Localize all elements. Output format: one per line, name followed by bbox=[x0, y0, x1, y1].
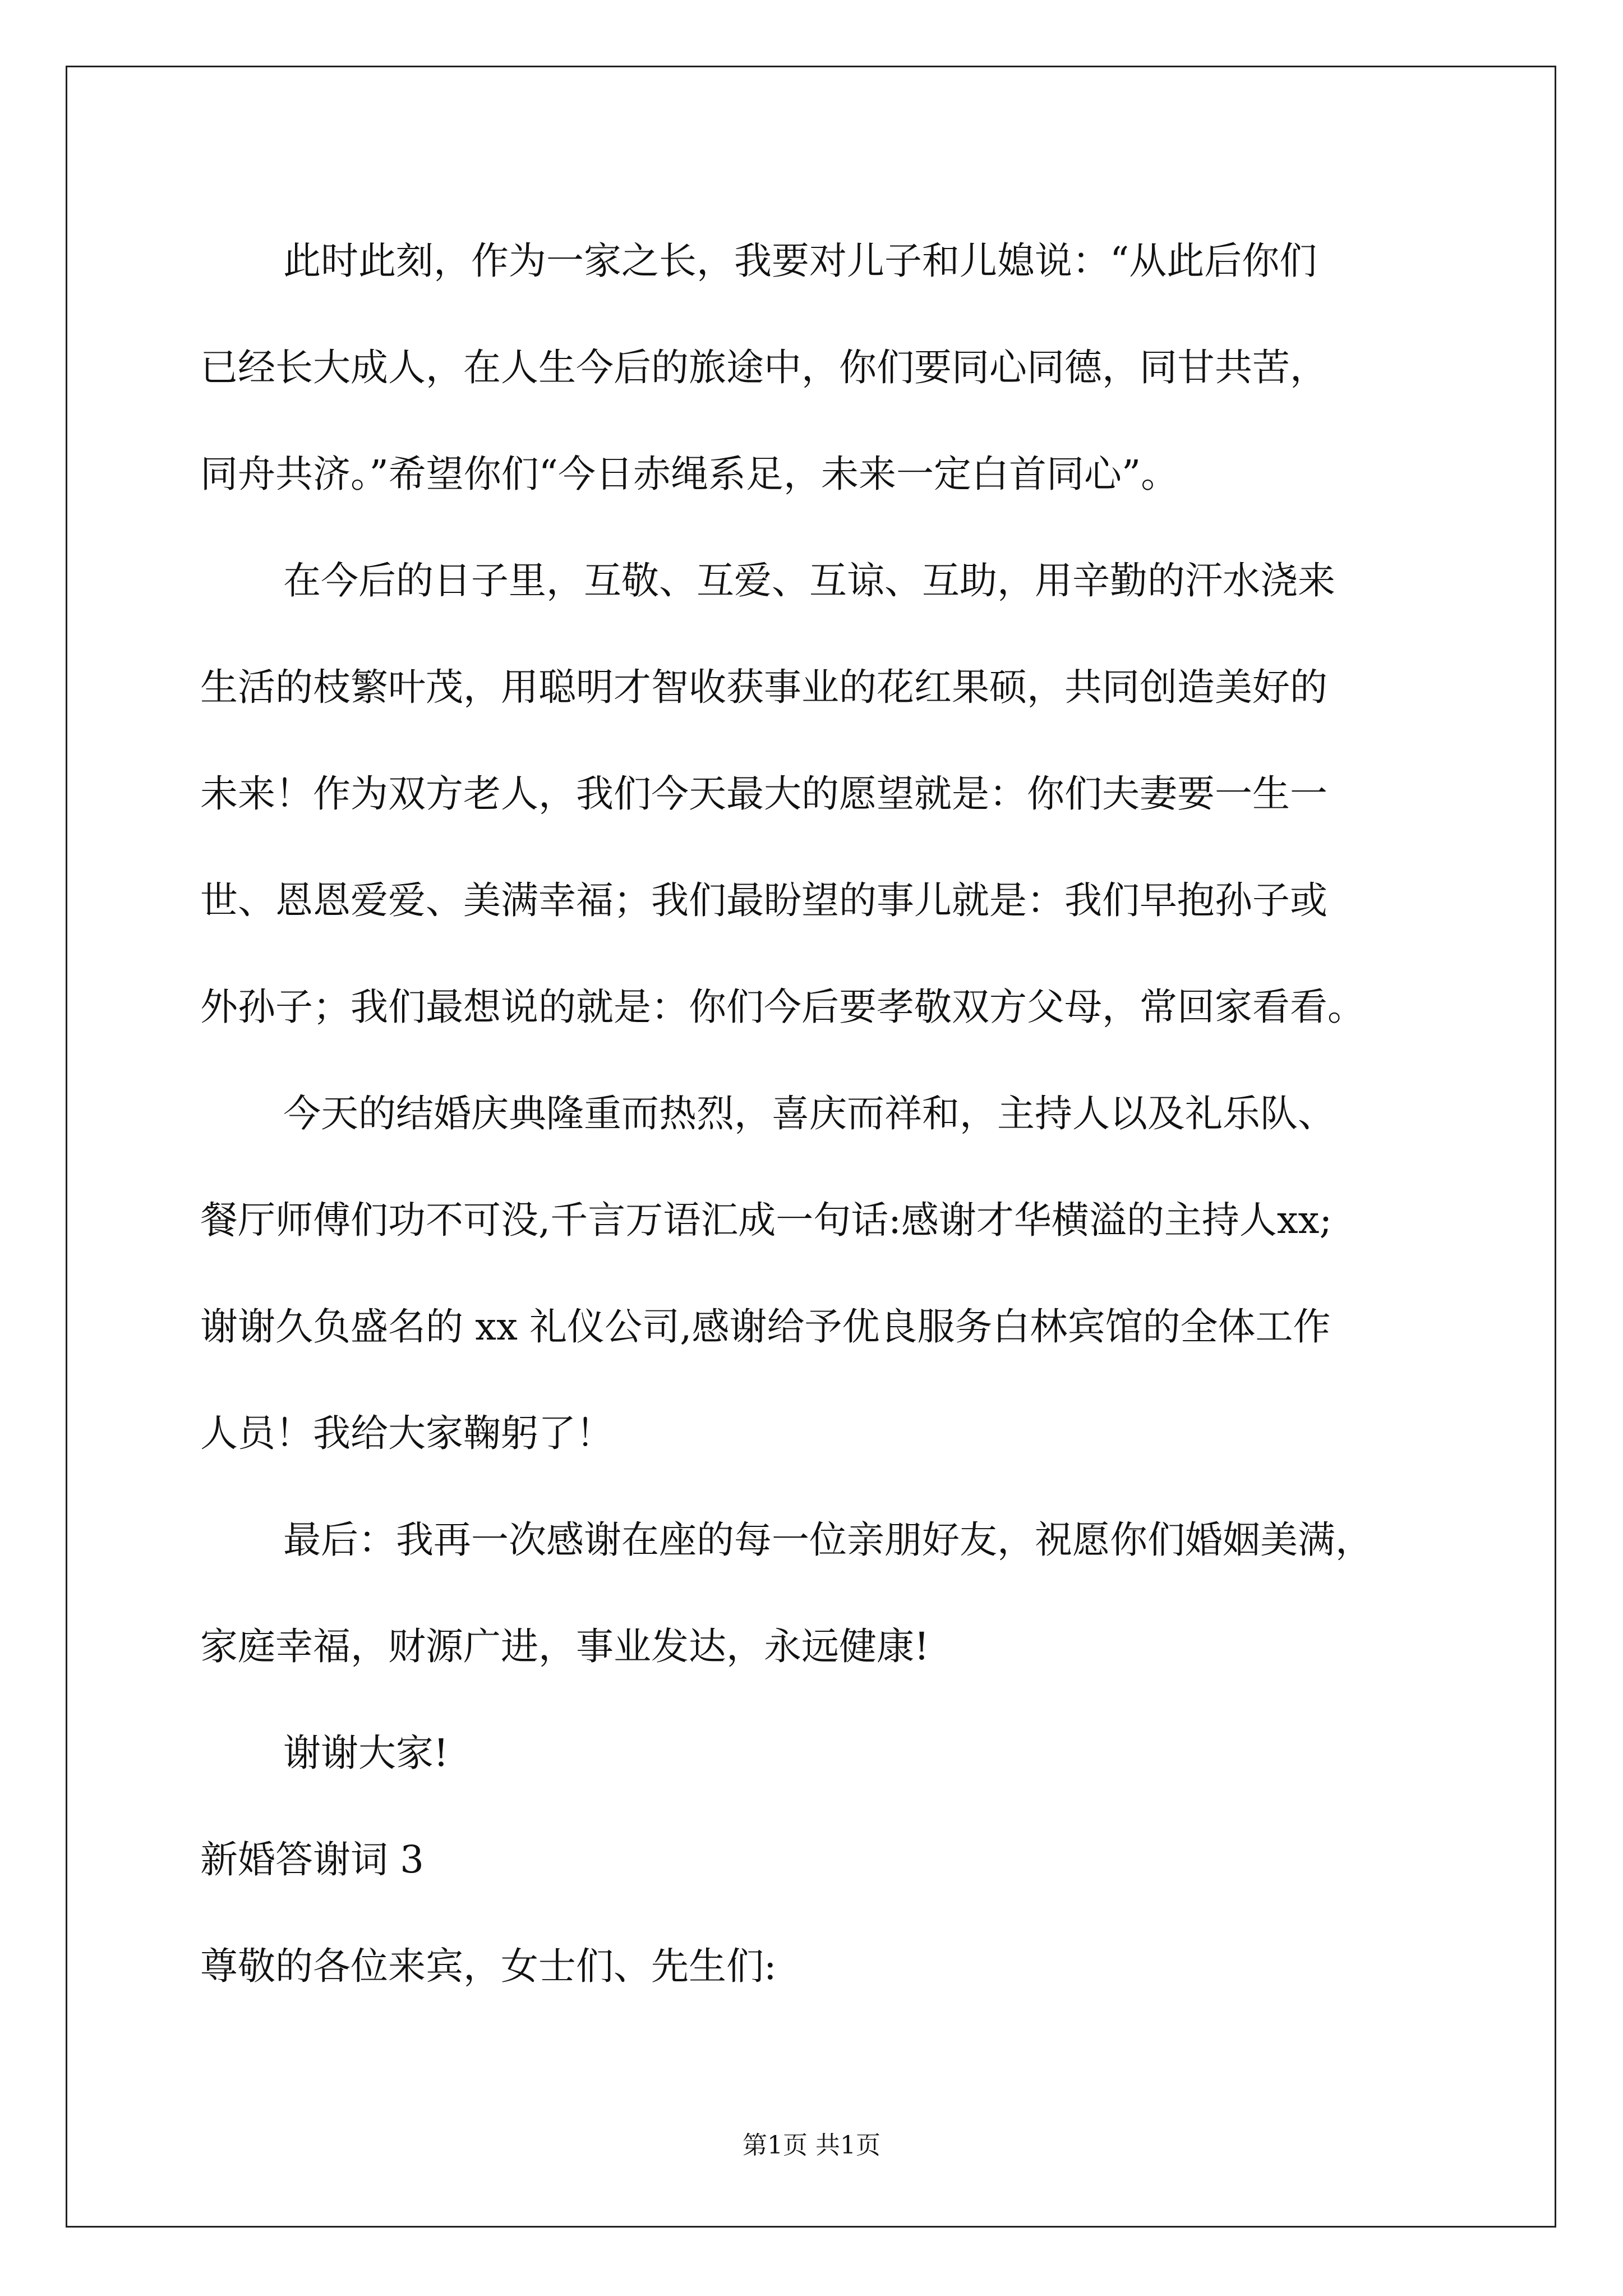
text-line: 谢谢久负盛名的 xx 礼仪公司,感谢给予优良服务白林宾馆的全体工作 bbox=[200, 1305, 1331, 1349]
document-body bbox=[200, 208, 1440, 2019]
text-line: 今天的结婚庆典隆重而热烈，喜庆而祥和，主持人以及礼乐队、 bbox=[283, 1092, 1335, 1135]
text-line: 未来！作为双方老人，我们今天最大的愿望就是：你们夫妻要一生一 bbox=[200, 772, 1327, 816]
text-line: 餐厅师傅们功不可没,千言万语汇成一句话:感谢才华横溢的主持人xx; bbox=[200, 1198, 1332, 1242]
section-heading: 新婚答谢词 3 bbox=[200, 1838, 424, 1881]
text-line: 已经长大成人，在人生今后的旅途中，你们要同心同德，同甘共苦， bbox=[200, 346, 1327, 389]
salutation: 尊敬的各位来宾，女士们、先生们: bbox=[200, 1944, 777, 1988]
text-line: 家庭幸福，财源广进，事业发达，永远健康! bbox=[200, 1625, 929, 1668]
text-line: 人员！我给大家鞠躬了！ bbox=[200, 1411, 614, 1455]
text-line: 此时此刻，作为一家之长，我要对儿子和儿媳说：“从此后你们 bbox=[283, 239, 1317, 283]
text-line: 谢谢大家! bbox=[283, 1731, 449, 1775]
text-line: 世、恩恩爱爱、美满幸福；我们最盼望的事儿就是：我们早抱孙子或 bbox=[200, 878, 1327, 922]
page-footer: 第1页 共1页 bbox=[743, 2131, 880, 2160]
text-line: 最后：我再一次感谢在座的每一位亲朋好友，祝愿你们婚姻美满， bbox=[283, 1518, 1373, 1562]
text-line: 在今后的日子里，互敬、互爱、互谅、互助，用辛勤的汗水浇来 bbox=[283, 559, 1335, 602]
text-line: 生活的枝繁叶茂，用聪明才智收获事业的花红果硕，共同创造美好的 bbox=[200, 665, 1327, 709]
text-line: 同舟共济。”希望你们“今日赤绳系足，未来一定白首同心”。 bbox=[200, 452, 1179, 496]
text-line: 外孙子；我们最想说的就是：你们今后要孝敬双方父母，常回家看看。 bbox=[200, 985, 1365, 1029]
